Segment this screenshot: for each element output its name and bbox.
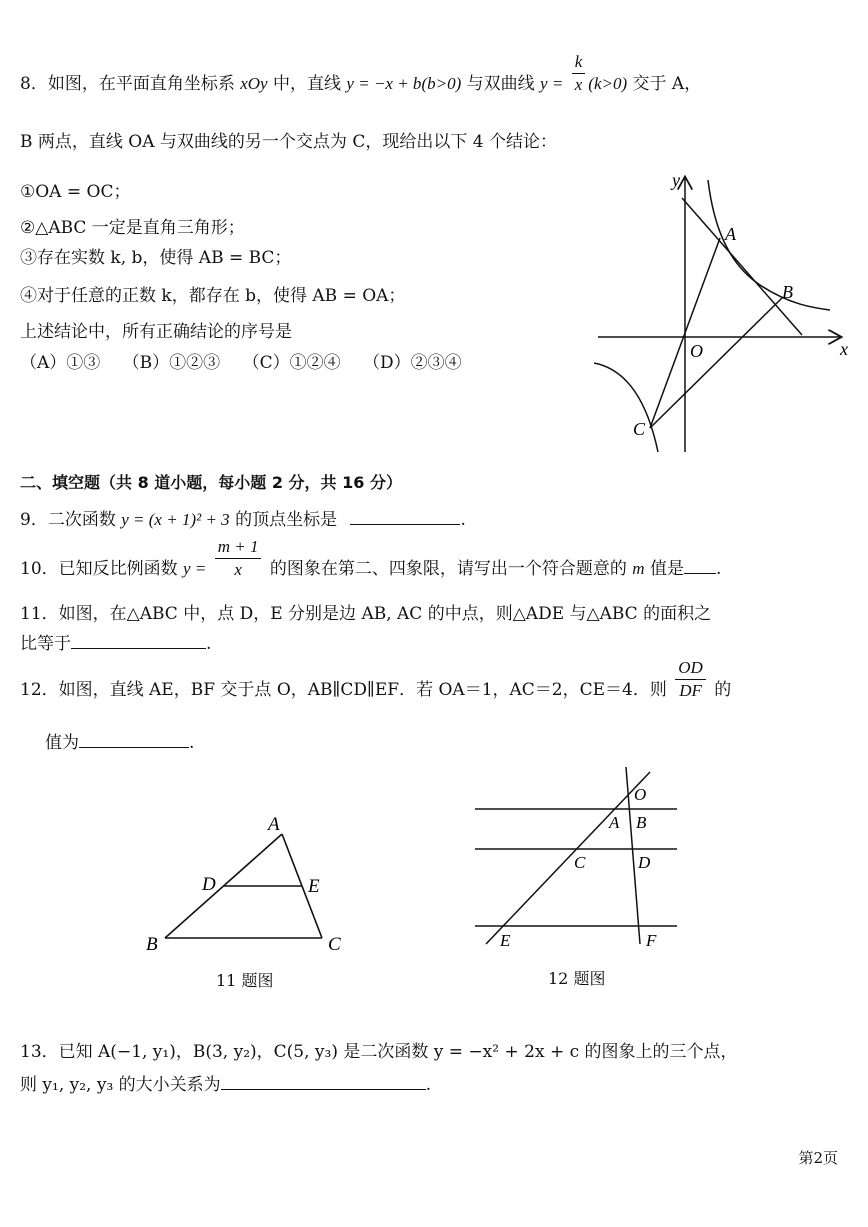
q9-text-b: 的顶点坐标是 [235,510,338,530]
q8-line-eq: y = −x + b [346,74,422,93]
q8-question: 上述结论中，所有正确结论的序号是 [20,322,292,342]
q9 [20,508,466,532]
fig11-label-c: C [328,934,341,955]
q13-blank [221,1073,426,1090]
q12-text: 12．如图，直线 AE，BF 交于点 O，AB∥CD∥EF．若 OA＝1，AC＝2，CE＝4．则 [20,680,667,700]
q12-text-2: 值为 [45,733,79,753]
q10-fraction [215,536,262,581]
q10-text-c: 值是 [649,559,684,579]
q8-text-d: 交于 A， [632,74,702,94]
q8-conclusion-4: ④对于任意的正数 k，都存在 b，使得 AB = OA； [20,286,406,306]
q11-end: . [206,634,212,654]
fig12-label-b: B [636,813,647,832]
label-a: A [725,224,736,244]
q10-blank [684,557,716,574]
label-b: B [782,282,793,302]
q8-cond-k: (k>0) [588,74,628,93]
q11-text: 比等于 [20,634,71,654]
fig11-caption: 11 题图 [216,971,274,990]
fig11-label-a: A [268,814,280,835]
label-y: y [672,170,680,190]
q9-blank [350,508,460,525]
q8-conclusion-1: ①OA = OC； [20,182,131,202]
q12-blank [79,731,189,748]
q8-line2: B 两点，直线 OA 与双曲线的另一个交点为 C，现给出以下 4 个结论： [20,132,557,152]
q8-frac-num: k [572,51,586,74]
page-number: 第2页 [798,1149,838,1167]
q8-frac-den: x [574,75,583,94]
fig12-label-f: F [646,931,657,950]
line-ae [486,772,650,944]
fig11-label-b: B [146,934,158,955]
q8-text-a: 8．如图，在平面直角坐标系 [20,74,235,94]
q8-conclusion-3: ③存在实数 k, b，使得 AB = BC； [20,248,292,268]
q10-text-b: 的图象在第二、四象限，请写出一个符合题意的 [269,559,627,579]
q13-end: . [425,1075,432,1095]
q8-figure [590,170,860,460]
fig12-label-c: C [574,853,586,872]
q12-frac-num: OD [675,657,706,680]
q8-fraction [572,51,586,96]
q11-line2 [20,632,211,656]
q13-line2 [20,1073,431,1097]
fig11-triangle [140,812,360,962]
q9-end: . [460,510,466,530]
label-o: O [690,341,703,361]
q12-line1 [20,658,732,702]
q12-tail: 的 [714,680,732,700]
q11-blank [71,632,206,649]
q9-text-a: 9．二次函数 [20,510,116,530]
fig12-caption: 12 题图 [548,969,606,988]
q8-line1 [20,52,702,96]
q11-line1: 11．如图，在△ABC 中，点 D，E 分别是边 AB, AC 的中点，则△ADE 与△ABC 的面积之 [20,604,712,624]
q8-y-eq: y = [540,74,564,93]
section-heading: 二、填空题（共 8 道小题，每小题 2 分，共 16 分） [20,473,402,492]
fig12-label-a: A [609,813,620,832]
q10-m: m [632,559,645,578]
line-ab [682,198,802,335]
q9-eq: y = (x + 1)² + 3 [121,510,230,529]
q10-y-eq: y = [183,559,207,578]
q8-options: （A）①③ （B）①②③ （C）①②④ （D）②③④ [20,353,462,373]
fig11-label-d: D [202,874,216,895]
q12-end: . [189,733,195,753]
q12-line2 [45,731,194,755]
q10-frac-den: x [234,560,242,579]
q8-text-b: 中，直线 [273,74,342,94]
label-x: x [840,339,848,359]
q8-text-c: 与双曲线 [466,74,535,94]
label-c: C [633,419,646,439]
fig12-label-e: E [500,931,511,950]
fig12-label-o: O [634,785,647,804]
q10-text-a: 10．已知反比例函数 [20,559,178,579]
q12-fraction [675,657,706,702]
q8-cond-b: (b>0) [421,74,462,93]
hyperbola-branch-2 [594,363,658,452]
hyperbola-branch-1 [708,180,830,310]
q12-frac-den: DF [679,681,702,700]
fig12-label-d: D [638,853,651,872]
fig11-label-e: E [308,876,320,897]
fig12-parallel-lines [470,762,690,957]
q8-xoy: xOy [240,74,268,93]
q8-conclusion-2: ②△ABC 一定是直角三角形； [20,218,245,238]
q13-line1: 13．已知 A(−1, y₁)，B(3, y₂)，C(5, y₃) 是二次函数 y = −x² + 2x + c 的图象上的三个点， [20,1042,738,1062]
q13-text: 则 y₁, y₂, y₃ 的大小关系为 [20,1075,221,1095]
q10 [20,537,722,581]
line-bc [650,298,782,428]
q10-frac-num: m + 1 [215,536,262,559]
q10-end: . [715,559,722,579]
